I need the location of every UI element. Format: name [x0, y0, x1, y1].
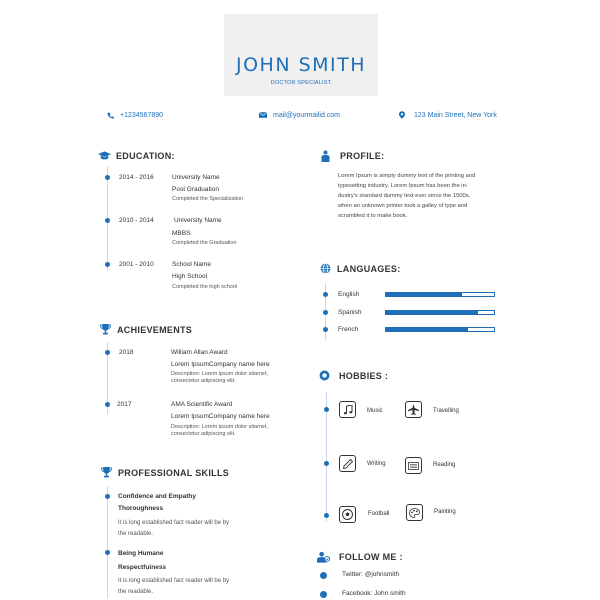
timeline-dot — [105, 494, 110, 499]
name-header-box — [224, 14, 378, 96]
education-school: University Name — [174, 217, 222, 224]
twitter-handle[interactable]: Twitter: @johnsmith — [342, 571, 400, 578]
timeline-dot — [105, 550, 110, 555]
achievement-year: 2017 — [117, 401, 132, 408]
timeline-dot — [323, 292, 328, 297]
skill-desc: It is long established fact reader will be by — [118, 578, 230, 584]
achievement-desc: consectetur adipiscing elit. — [171, 378, 236, 384]
achievement-desc: consectetur adipiscing elit. — [171, 431, 236, 437]
education-note: Completed the high school — [172, 284, 238, 290]
palette-icon — [406, 504, 423, 521]
education-years: 2010 - 2014 — [119, 217, 154, 224]
facebook-icon[interactable] — [320, 591, 327, 598]
football-icon — [318, 370, 331, 381]
skill-desc: the readable. — [118, 531, 154, 537]
language-level-fill — [386, 311, 478, 314]
language-name: Spanish — [338, 309, 362, 316]
hobby-label: Travelling — [433, 408, 459, 414]
twitter-icon[interactable] — [320, 572, 327, 579]
trophy-icon — [99, 324, 112, 335]
skill-heading: Being Humane — [118, 550, 164, 557]
globe-icon — [319, 263, 332, 274]
timeline-dot — [105, 350, 110, 355]
skill-sub: Respectfuiness — [118, 564, 167, 571]
education-school: School Name — [172, 261, 212, 268]
person-role: DOCTOR SPECIALIST — [270, 80, 332, 86]
profile-text: Lorem Ipsum is simply dummy text of the printing and typesetting industry. Lorem Ipsum has been the in- dustry's standard dummy text ever since the 1500s, when an unknown printer took a galley of type and scrambled it to make book. — [338, 173, 476, 219]
education-note: Completed the Specialization — [172, 196, 244, 202]
achievement-desc: Description: Lorem ipsum dolor sitamet, — [171, 424, 268, 430]
hobbies-title: HOBBIES : — [318, 370, 388, 381]
location-pin-icon — [398, 111, 406, 119]
timeline-dot — [324, 513, 329, 518]
person-name: JOHN SMITH — [235, 54, 367, 76]
skill-heading: Confidence and Empathy — [118, 493, 197, 500]
timeline-dot — [323, 310, 328, 315]
language-level-bar — [385, 310, 495, 315]
achievement-company: Lorem IpsumCompany name here — [171, 361, 270, 368]
hobby-label: Music — [367, 408, 383, 414]
skills-title: PROFESSIONAL SKILLS — [100, 467, 229, 478]
language-level-bar — [385, 292, 495, 297]
phone-text: +1234567890 — [120, 111, 164, 119]
achievement-company: Lorem IpsumCompany name here — [171, 413, 270, 420]
language-name: French — [338, 326, 359, 333]
languages-title: LANGUAGES: — [319, 263, 401, 274]
timeline-dot — [105, 175, 110, 180]
achievements-title: ACHIEVEMENTS — [99, 324, 192, 335]
person-icon — [319, 150, 332, 161]
phone-icon — [106, 111, 114, 119]
timeline-dot — [105, 262, 110, 267]
skill-desc: It is long established fact reader will be by — [118, 520, 230, 526]
education-degree: MBBS — [172, 230, 191, 237]
contact-email — [259, 111, 340, 119]
contact-phone — [106, 111, 163, 119]
mail-icon — [259, 111, 267, 119]
football-icon — [339, 506, 356, 523]
facebook-handle[interactable]: Facebook: John smith — [342, 590, 406, 597]
language-level-fill — [386, 328, 468, 331]
education-note: Completed the Graduation — [172, 240, 237, 246]
trophy-icon — [100, 467, 113, 478]
address-text: 123 Main Street, New York — [414, 111, 497, 119]
timeline-dot — [323, 327, 328, 332]
pen-icon — [339, 455, 356, 472]
language-level-fill — [386, 293, 462, 296]
achievement-award: William Allan Award — [171, 349, 228, 356]
timeline-dot — [324, 407, 329, 412]
book-icon — [405, 457, 422, 474]
airplane-icon — [405, 401, 422, 418]
achievement-award: AMA Scientific Award — [171, 401, 233, 408]
hobby-label: Reading — [433, 462, 456, 468]
hobby-label: Football — [368, 511, 390, 517]
education-years: 2014 - 2016 — [119, 174, 154, 181]
profile-title: PROFILE: — [319, 150, 384, 161]
education-degree: High School — [172, 273, 208, 280]
follow-title: FOLLOW ME : — [317, 551, 403, 562]
skill-sub: Thoroughness — [118, 505, 164, 512]
education-degree: Post Graduation — [172, 186, 219, 193]
contact-address — [398, 111, 497, 119]
timeline-dot — [105, 402, 110, 407]
skill-desc: the readable. — [118, 589, 154, 595]
education-years: 2001 - 2010 — [119, 261, 154, 268]
achievement-year: 2018 — [119, 349, 134, 356]
email-text[interactable]: mail@yourmailid.com — [273, 111, 341, 119]
education-school: University Name — [172, 174, 220, 181]
hobby-label: Writing — [367, 461, 386, 467]
education-title: EDUCATION: — [98, 150, 175, 161]
achievement-desc: Description: Lorem ipsum dolor sitamet, — [171, 371, 268, 377]
graduation-cap-icon — [98, 150, 111, 161]
language-name: English — [338, 291, 360, 298]
timeline-dot — [324, 461, 329, 466]
music-icon — [339, 401, 356, 418]
user-follow-icon — [317, 551, 330, 562]
language-level-bar — [385, 327, 495, 332]
hobby-label: Painting — [434, 509, 456, 515]
timeline-dot — [105, 218, 110, 223]
skills-timeline — [107, 486, 108, 598]
